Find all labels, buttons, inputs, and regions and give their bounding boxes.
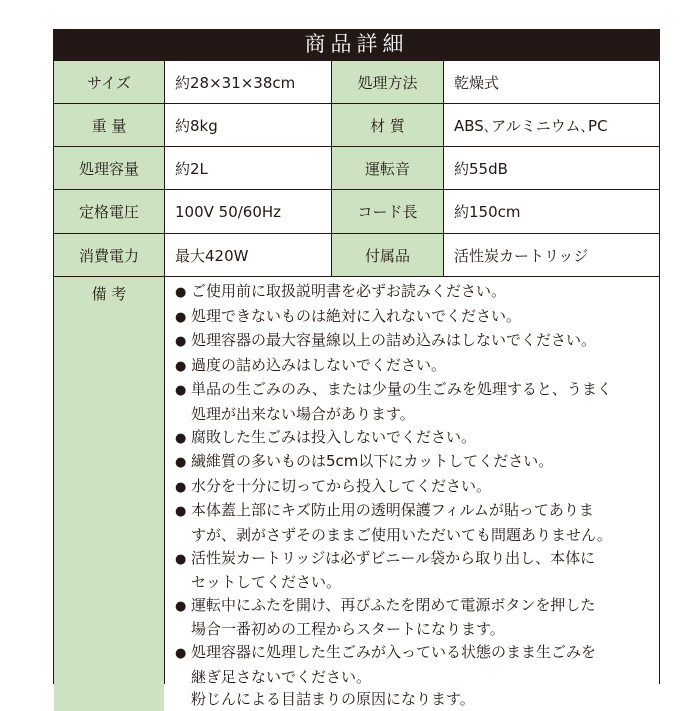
spec-value: 乾燥式 bbox=[444, 61, 659, 103]
spec-label: サイズ bbox=[54, 61, 164, 103]
spec-label: 付属品 bbox=[332, 234, 443, 276]
note-text: 過度の詰め込みはしないでください。 bbox=[191, 355, 447, 374]
product-detail-sheet bbox=[53, 29, 660, 709]
note-text: 運転中にふたを開け、再びふたを閉めて電源ボタンを押した bbox=[191, 595, 596, 614]
note-text: ご使用前に取扱説明書を必ずお読みください。 bbox=[191, 282, 507, 300]
spec-label: 処理容量 bbox=[54, 147, 164, 189]
bullet-icon: ● bbox=[175, 309, 187, 325]
list-item bbox=[175, 280, 659, 305]
list-item bbox=[175, 641, 659, 711]
note-text: 本体蓋上部にキズ防止用の透明保護フィルムが貼ってありま bbox=[191, 501, 594, 520]
page-title: 商品詳細 bbox=[53, 29, 660, 60]
note-text: 単品の生ごみのみ、または少量の生ごみを処理すると、うまく bbox=[191, 380, 612, 399]
list-item bbox=[175, 547, 659, 594]
list-item bbox=[175, 329, 659, 354]
note-text-continued: セットしてください。 bbox=[191, 573, 342, 592]
bullet-icon: ● bbox=[175, 551, 187, 567]
note-text: 処理できないものは絶対に入れないでください。 bbox=[191, 306, 522, 325]
list-item bbox=[175, 378, 659, 425]
note-text: 水分を十分に切ってから投入してください。 bbox=[191, 476, 492, 495]
note-text-continued: すが、剥がさずそのままご使用いただいても問題ありません。 bbox=[191, 525, 612, 544]
bullet-icon: ● bbox=[175, 358, 187, 374]
spec-label: 処理方法 bbox=[332, 61, 443, 103]
note-text: 処理容器の最大容量線以上の詰め込みはしないでください。 bbox=[191, 331, 597, 350]
list-item bbox=[175, 426, 659, 451]
spec-value: 約2L bbox=[165, 147, 331, 189]
bullet-icon: ● bbox=[175, 455, 187, 471]
spec-value: 約150cm bbox=[444, 190, 659, 233]
list-item bbox=[175, 305, 659, 330]
note-text: 処理容器に処理した生ごみが入っている状態のまま生ごみを bbox=[191, 642, 597, 661]
notes-cell bbox=[165, 277, 659, 711]
list-item bbox=[175, 475, 659, 500]
bullet-icon: ● bbox=[175, 430, 187, 446]
spec-label: 材 質 bbox=[332, 104, 443, 146]
spec-value: 約55dB bbox=[444, 147, 659, 189]
note-text: 繊維質の多いものは5cm以下にカットしてください。 bbox=[191, 452, 554, 471]
bullet-icon: ● bbox=[175, 334, 187, 350]
note-text: 活性炭カートリッジは必ずビニール袋から取り出し、本体に bbox=[191, 548, 596, 567]
bullet-icon: ● bbox=[175, 504, 187, 520]
bullet-icon: ● bbox=[175, 479, 187, 495]
notes-label: 備 考 bbox=[54, 277, 164, 711]
bullet-icon: ● bbox=[175, 645, 187, 661]
bullet-icon: ● bbox=[175, 285, 187, 300]
spec-value: 100V 50/60Hz bbox=[165, 190, 331, 233]
note-text-continued: 場合一番初めの工程からスタートになります。 bbox=[191, 620, 505, 639]
note-text-continued: 継ぎ足さないでください。 bbox=[191, 667, 372, 686]
spec-value: 約28×31×38cm bbox=[165, 61, 331, 103]
spec-label: コード長 bbox=[332, 190, 443, 233]
spec-label: 運転音 bbox=[332, 147, 443, 189]
notes-list bbox=[175, 280, 659, 711]
note-text-continued: 粉じんによる目詰まりの原因になります。 bbox=[191, 690, 475, 709]
note-text: 腐敗した生ごみは投入しないでください。 bbox=[191, 427, 477, 446]
spec-label: 重 量 bbox=[54, 104, 164, 146]
list-item bbox=[175, 594, 659, 641]
spec-value: 活性炭カートリッジ bbox=[444, 234, 659, 276]
bullet-icon: ● bbox=[175, 598, 187, 614]
spec-label: 消費電力 bbox=[54, 234, 164, 276]
spec-value: 約8kg bbox=[165, 104, 331, 146]
spec-label: 定格電圧 bbox=[54, 190, 164, 233]
note-text-continued: 処理が出来ない場合があります。 bbox=[191, 404, 415, 423]
list-item bbox=[175, 499, 659, 546]
spec-table bbox=[53, 60, 660, 709]
spec-value: ABS､アルミニウム､PC bbox=[444, 104, 659, 146]
list-item bbox=[175, 450, 659, 475]
bullet-icon: ● bbox=[175, 383, 187, 399]
spec-value: 最大420W bbox=[165, 234, 331, 276]
list-item bbox=[175, 354, 659, 379]
